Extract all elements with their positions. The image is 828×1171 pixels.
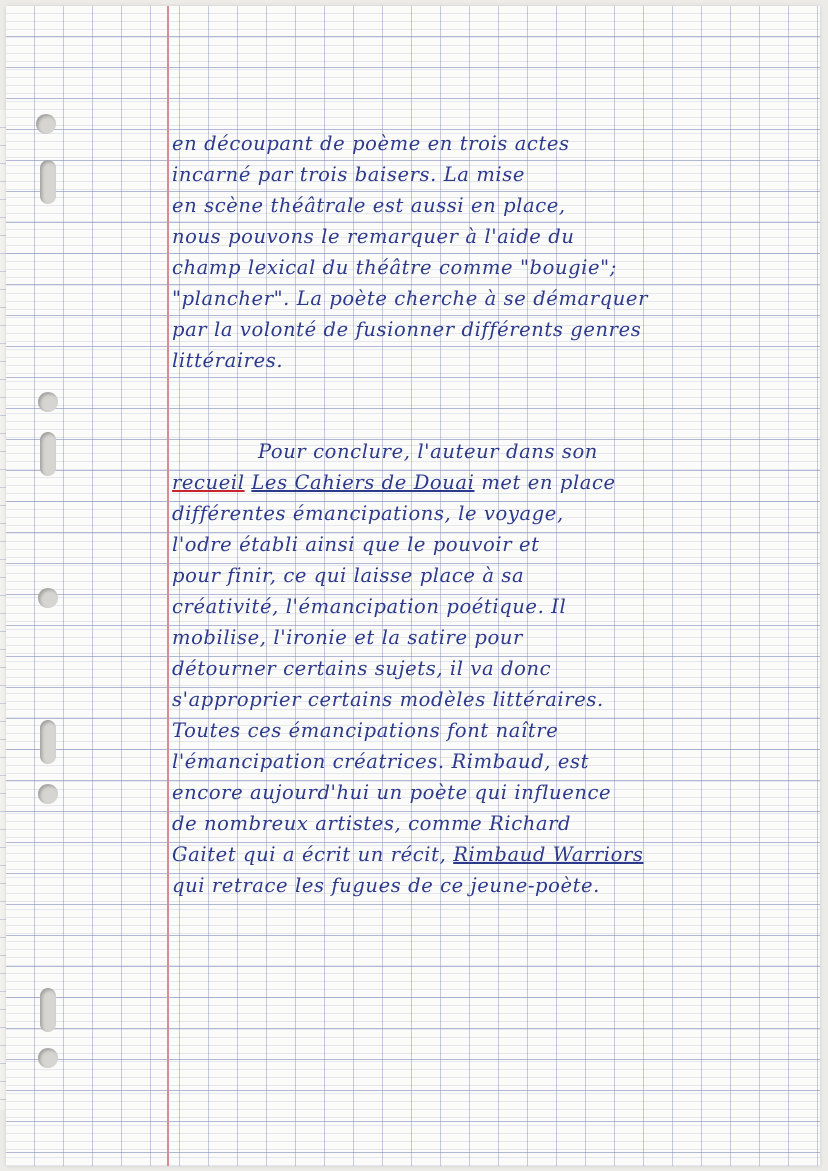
text-line	[172, 467, 812, 498]
text-line: en scène théâtrale est aussi en place,	[172, 194, 566, 217]
text-line: par la volonté de fusionner différents genres	[172, 318, 642, 341]
text-line	[172, 839, 812, 870]
text-line: champ lexical du théâtre comme "bougie";	[172, 256, 617, 279]
text-line: incarné par trois baisers. La mise	[172, 163, 525, 186]
text-line: mobilise, l'ironie et la satire pour	[172, 626, 523, 649]
binder-hole	[40, 432, 56, 476]
text-line: de nombreux artistes, comme Richard	[172, 812, 572, 835]
text-line: "plancher". La poète cherche à se démarquer	[172, 287, 648, 310]
text-segment: Gaitet qui a écrit un récit,	[172, 843, 447, 866]
paragraph-1	[172, 128, 812, 376]
text-segment: Pour conclure, l'auteur dans son	[258, 440, 598, 463]
binder-hole	[36, 114, 56, 134]
book-title: Les Cahiers de Douai	[251, 471, 475, 494]
text-line: Toutes ces émancipations font naître	[172, 719, 559, 742]
text-line: l'émancipation créatrices. Rimbaud, est	[172, 750, 590, 773]
text-line: qui retrace les fugues de ce jeune-poète.	[172, 874, 600, 897]
text-line: pour finir, ce qui laisse place à sa	[172, 564, 525, 587]
binder-hole	[38, 588, 58, 608]
paragraph-2	[172, 436, 812, 901]
text-line: encore aujourd'hui un poète qui influence	[172, 781, 612, 804]
text-line: l'odre établi ainsi que le pouvoir et	[172, 533, 540, 556]
text-line	[172, 436, 812, 467]
text-segment: recueil	[172, 471, 245, 494]
binder-hole	[38, 1048, 58, 1068]
text-line: en découpant de poème en trois actes	[172, 132, 570, 155]
text-line: s'approprier certains modèles littéraires.	[172, 688, 604, 711]
text-line: différentes émancipations, le voyage,	[172, 502, 564, 525]
book-title: Rimbaud Warriors	[453, 843, 644, 866]
binder-hole	[40, 988, 56, 1032]
red-margin-line	[167, 6, 169, 1166]
binder-hole	[40, 160, 56, 204]
text-line: littéraires.	[172, 349, 284, 372]
text-segment: met en place	[481, 471, 616, 494]
binder-hole	[38, 392, 58, 412]
text-line: nous pouvons le remarquer à l'aide du	[172, 225, 575, 248]
text-line: détourner certains sujets, il va donc	[172, 657, 552, 680]
binder-hole	[38, 784, 58, 804]
binder-hole	[40, 720, 56, 764]
text-line: créativité, l'émancipation poétique. Il	[172, 595, 567, 618]
